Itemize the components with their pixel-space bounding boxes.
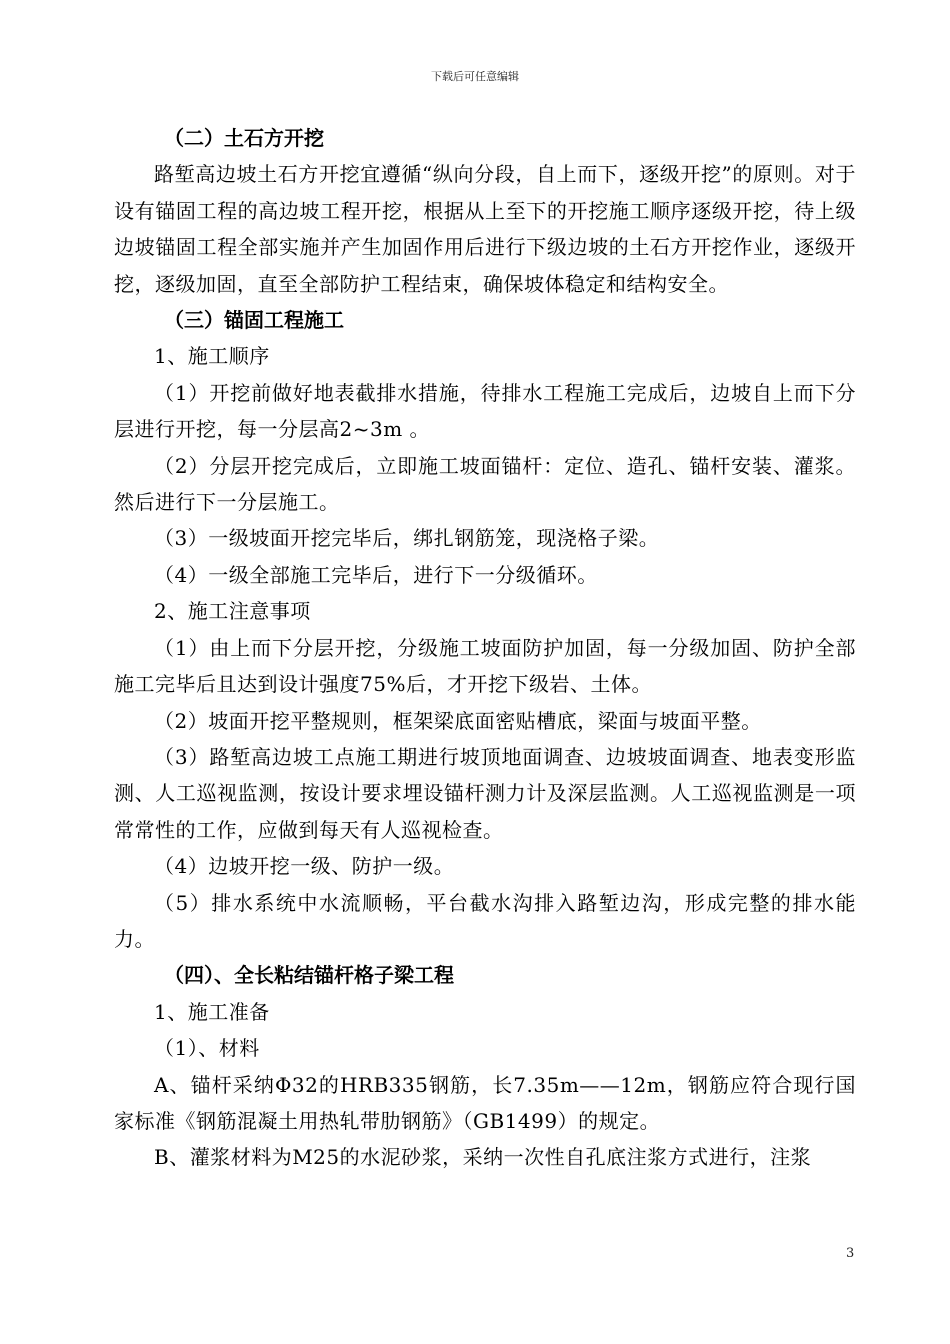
paragraph: B、灌浆材料为M25的水泥砂浆，采纳一次性自孔底注浆方式进行，注浆 [154, 1145, 812, 1170]
paragraph: （2）坡面开挖平整规则，框架梁底面密贴槽底，梁面与坡面平整。 [154, 708, 762, 733]
paragraph: （1）由上而下分层开挖，分级施工坡面防护加固，每一分级加固、防护全部施工完毕后且达到设计强度75%后，才开挖下级岩、土体。 [114, 635, 856, 697]
paragraph: （3）路堑高边坡工点施工期进行坡顶地面调查、边坡坡面调查、地表变形监测、人工巡视监测，按设计要求埋设锚杆测力计及深层监测。人工巡视监测是一项常常性的工作，应做到每天有人巡视检查。 [114, 744, 856, 842]
paragraph: （1）、材料 [154, 1036, 260, 1061]
paragraph: （1）开挖前做好地表截排水措施，待排水工程施工完成后，边坡自上而下分层进行开挖，每一分层高2~3m 。 [114, 380, 856, 442]
paragraph: （3）一级坡面开挖完毕后，绑扎钢筋笼，现浇格子梁。 [154, 526, 660, 551]
section-heading-3: （三）锚固工程施工 [164, 308, 344, 333]
paragraph: （4）边坡开挖一级、防护一级。 [154, 854, 455, 879]
paragraph: 1、施工准备 [154, 999, 270, 1024]
paragraph: （5）排水系统中水流顺畅，平台截水沟排入路堑边沟，形成完整的排水能力。 [114, 890, 856, 951]
paragraph: A、锚杆采纳Φ32的HRB335钢筋，长7.35m——12m，钢筋应符合现行国家标准《钢筋混凝土用热轧带肋钢筋》（GB1499）的规定。 [114, 1072, 856, 1133]
paragraph: （4）一级全部施工完毕后，进行下一分级循环。 [154, 562, 598, 587]
section-heading-4: （四）、全长粘结锚杆格子梁工程 [164, 963, 454, 988]
section-heading-2: （二）土石方开挖 [164, 126, 324, 150]
paragraph: 2、施工注意事项 [154, 599, 311, 624]
document-body [114, 120, 856, 1176]
paragraph: （2）分层开挖完成后，立即施工坡面锚杆：定位、造孔、锚杆安装、灌浆。然后进行下一分层施工。 [114, 453, 856, 515]
page-number: 3 [846, 1246, 855, 1261]
paragraph: 1、施工顺序 [154, 344, 270, 369]
paragraph: 路堑高边坡土石方开挖宜遵循“纵向分段，自上而下，逐级开挖”的原则。对于设有锚固工程的高边坡工程开挖，根据从上至下的开挖施工顺序逐级开挖，待上级边坡锚固工程全部实施并产生加固作用后进行下级边坡的土石方开挖作业，逐级开挖，逐级加固，直至全部防护工程结束，确保坡体稳定和结构安全。 [114, 162, 856, 296]
header-note: 下载后可任意编辑 [431, 70, 519, 83]
